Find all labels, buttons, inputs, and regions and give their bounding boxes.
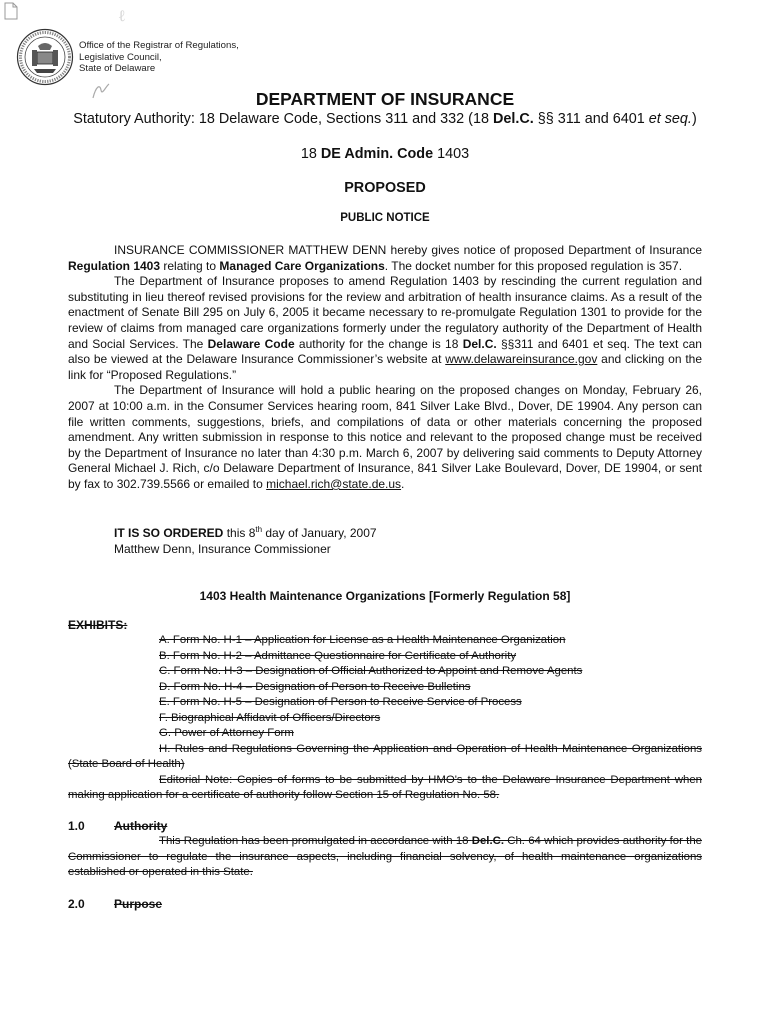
exhibit-item: G. Power of Attorney Form — [159, 727, 294, 739]
text-run: §§311 and 6401 et seq. The text can also be viewed at the Delaware Insurance Commissioner’s website at — [68, 336, 702, 367]
code-text: 18 — [300, 146, 321, 162]
paragraph-amendment — [68, 274, 702, 383]
section-number: 1.0 — [68, 819, 85, 833]
order-text: this 8 — [223, 526, 256, 540]
editorial-note — [68, 773, 702, 804]
text-run: The Department of Insurance will hold a public hearing on the proposed changes on Monday, February 26, 2007 at 10:00 a.m. in the Consumer Services hearing room, 841 Silver Lake Blvd., Dover, DE 19904. Any person can file written comments, suggestions, briefs, and compilations of data or other materials concerning the proposed amendment. Any written submission in response to this notice and relevant to the proposed change must be received by the Department of Insurance no later than 4:30 p.m. March 6, 2007 by delivering said comments to Deputy Attorney General Michael J. Rich, c/o Delaware Department of Insurance, 841 Silver Lake Boulevard, Dover, DE 19904, or sent by fax to 302.739.5566 or emailed to — [68, 383, 702, 491]
section-number: 2.0 — [68, 897, 85, 911]
text-run: and clicking on the link for “Proposed Regulations.” — [68, 352, 703, 382]
text-bold: Del.C. — [471, 835, 505, 847]
authority-et-seq: et seq. — [648, 111, 692, 127]
code-bold: DE Admin. Code — [320, 146, 434, 162]
notice-body — [68, 243, 702, 493]
section-title: Authority — [114, 819, 168, 833]
exhibit-item: B. Form No. H-2 – Admittance Questionnaire for Certificate of Authority — [159, 649, 517, 662]
office-letterhead — [79, 40, 239, 75]
text-run: authority for the change is 18 — [294, 336, 463, 351]
text-run: . The docket number for this proposed regulation is 357. — [384, 258, 683, 273]
authority-text: ) — [691, 111, 697, 127]
section-1-text — [68, 834, 702, 881]
exhibit-item: E. Form No. H-5 – Designation of Person to Receive Service of Process — [159, 696, 522, 708]
office-line: Office of the Registrar of Regulations, — [79, 40, 239, 51]
authority-delc: Del.C. — [492, 111, 534, 127]
delaware-state-seal-icon — [16, 28, 74, 86]
exhibit-item-h — [68, 742, 702, 773]
exhibits-label: EXHIBITS: — [68, 618, 128, 632]
text-bold: Delaware Code — [207, 336, 295, 351]
website-link[interactable]: www.delawareinsurance.gov — [445, 352, 598, 367]
exhibit-item: C. Form No. H-3 – Designation of Official Authorized to Appoint and Remove Agents — [159, 665, 583, 677]
proposed-heading: PROPOSED — [344, 180, 426, 196]
text-run: This Regulation has been promulgated in accordance with 18 — [159, 835, 472, 847]
paragraph-notice — [68, 243, 702, 274]
section-title: Purpose — [114, 897, 163, 911]
order-signer: Matthew Denn, Insurance Commissioner — [114, 542, 331, 556]
text-bold: Managed Care Organizations — [219, 258, 385, 273]
statutory-authority — [60, 110, 710, 129]
paragraph-hearing — [68, 383, 702, 492]
public-notice-heading: PUBLIC NOTICE — [340, 212, 430, 224]
order-line — [114, 525, 377, 541]
order-superscript: th — [255, 525, 263, 534]
text-run: The Department of Insurance proposes to amend Regulation 1403 by rescinding the current regulation and substituting in lieu thereof revised provisions for the review and arbitration of health insurance claims. As a result of the enactment of Senate Bill 295 on July 6, 2005 it became necessary to re-promulgate Regulation 1301 to provide for the review of claims from managed care organizations formerly under the regulatory authority of the Department of Health and Social Services. The — [68, 274, 702, 351]
office-line: State of Delaware — [79, 63, 156, 75]
document-corner-icon — [4, 2, 18, 20]
section-1-heading — [68, 819, 167, 833]
authority-text: Statutory Authority: 18 Delaware Code, Sections 311 and 332 (18 — [73, 111, 493, 127]
text-run: relating to — [160, 258, 220, 273]
order-text: day of January, 2007 — [262, 526, 377, 540]
order-block — [114, 525, 377, 557]
admin-code — [60, 146, 710, 162]
code-text: 1403 — [433, 146, 470, 162]
text-run: . — [401, 476, 405, 491]
text-run: Ch. 64 which provides authority for the Commissioner to regulate the insurance aspects, including financial solvency, of health maintenance organizations established or operated in this State. — [68, 835, 702, 878]
exhibit-item: F. Biographical Affidavit of Officers/Directors — [159, 711, 381, 724]
faint-scan-mark: ℓ — [118, 6, 126, 25]
editorial-note-text: Editorial Note: Copies of forms to be submitted by HMO's to the Delaware Insurance Department when making application for a certificate of authority follow Section 15 of Regulation No. 58. — [68, 773, 702, 801]
exhibit-item: D. Form No. H-4 – Designation of Person to Receive Bulletins — [159, 680, 471, 693]
exhibit-item: A. Form No. H-1 – Application for License as a Health Maintenance Organization — [159, 634, 566, 646]
section-2-heading — [68, 897, 162, 911]
text-run: INSURANCE COMMISSIONER MATTHEW DENN hereby gives notice of proposed Department of Insurance — [114, 243, 702, 257]
text-bold: Del.C. — [462, 336, 497, 351]
authority-text: §§ 311 and 6401 — [533, 111, 649, 127]
email-link[interactable]: michael.rich@state.de.us — [266, 476, 402, 491]
exhibits-list — [68, 633, 702, 804]
office-line: Legislative Council, — [79, 51, 162, 63]
exhibit-item-text: H. Rules and Regulations Governing the Application and Operation of Health Maintenance Organizations (State Board of Health) — [68, 742, 702, 770]
regulation-heading: 1403 Health Maintenance Organizations [Formerly Regulation 58] — [199, 589, 571, 603]
order-bold: IT IS SO ORDERED — [114, 526, 224, 540]
text-bold: Regulation 1403 — [68, 258, 161, 273]
page-title: DEPARTMENT OF INSURANCE — [255, 89, 515, 109]
